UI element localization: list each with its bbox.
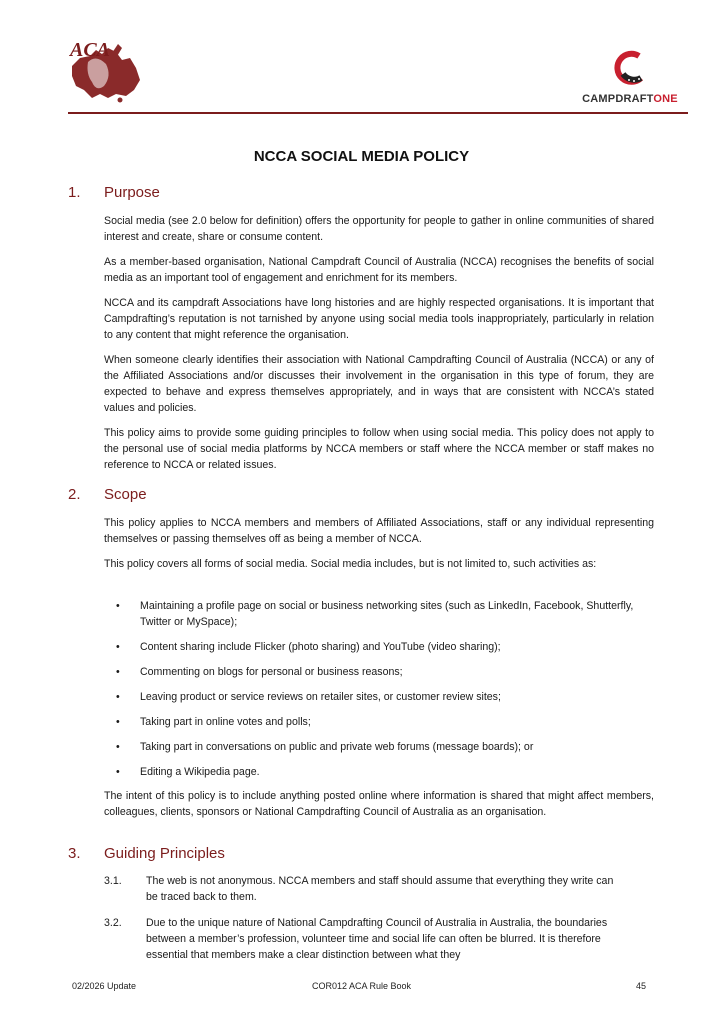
list-item: • Taking part in conversations on public and private web forums (message boards); or <box>116 741 534 753</box>
paragraph: Social media (see 2.0 below for definition) offers the opportunity for people to gather in online communities of shared interest and create, share or consume content. <box>104 215 654 243</box>
paragraph: When someone clearly identifies their association with National Campdrafting Council of Australia (NCCA) or any of the Affiliated Associations and/or discusses their involvement in the organisation in this type of forum, they are expected to behave and express themselves appropriately, and in ways that are consistent with NCCA’s stated values and policies. <box>104 354 654 414</box>
bullet-icon: • <box>116 766 120 778</box>
bullet-icon: • <box>116 641 120 653</box>
bullet-icon: • <box>116 716 120 728</box>
list-item: • Commenting on blogs for personal or business reasons; <box>116 666 403 678</box>
footer-date: 02/2026 Update <box>72 981 137 991</box>
paragraph: This policy applies to NCCA members and members of Affiliated Associations, staff or any individual representing themselves or passing themselves off as being a member of NCCA. <box>104 517 654 545</box>
bullet-icon: • <box>116 600 120 612</box>
campdraftone-logo <box>580 50 680 110</box>
section-heading-purpose: 1. Purpose <box>68 184 160 201</box>
footer-document-name: COR012 ACA Rule Book <box>311 981 412 991</box>
section-heading-scope: 2. Scope <box>68 486 147 503</box>
aca-logo <box>66 36 146 106</box>
list-item: • Maintaining a profile page on social or business networking sites (such as LinkedIn, Facebook, Shutterfly, Twitter or MySpace); <box>116 600 634 628</box>
paragraph: This policy aims to provide some guiding principles to follow when using social media. This policy does not apply to the personal use of social media platforms by NCCA members or staff where the NCCA member or staff makes no reference to NCCA or related issues. <box>104 427 654 471</box>
page-number: 45 <box>636 981 647 991</box>
paragraph: As a member-based organisation, National Campdraft Council of Australia (NCCA) recognises the benefits of social media as an important tool of engagement and enrichment for its members. <box>104 256 654 284</box>
campdraftone-wordmark: CAMPDRAFTONE <box>582 93 678 105</box>
list-item: • Editing a Wikipedia page. <box>116 766 260 778</box>
paragraph: This policy covers all forms of social media. Social media includes, but is not limited to, such activities as: <box>104 558 597 570</box>
social-media-activities-list <box>116 598 656 789</box>
principle-item: 3.2. Due to the unique nature of National Campdrafting Council of Australia in Australia, the boundaries between a member’s profession, volunteer time and social life can often be blurred. It is therefore essential that members make a clear distinction between what they <box>104 917 608 961</box>
paragraph: NCCA and its campdraft Associations have long histories and are highly respected organisations. It is important that Campdrafting’s reputation is not tarnished by anyone using social media tools inappropriately, particularly in relation to any content that might reference the organisation. <box>104 297 654 341</box>
header-rule <box>68 112 688 114</box>
list-item: • Leaving product or service reviews on retailer sites, or customer review sites; <box>116 691 501 703</box>
bullet-icon: • <box>116 741 120 753</box>
campdraft-c-horseshoe-icon <box>613 50 647 86</box>
list-item: • Content sharing include Flicker (photo sharing) and YouTube (video sharing); <box>116 641 501 653</box>
section-heading-guiding-principles: 3. Guiding Principles <box>68 845 225 862</box>
svg-text:ACA: ACA <box>70 39 111 61</box>
bullet-icon: • <box>116 666 120 678</box>
principle-item: 3.1. The web is not anonymous. NCCA members and staff should assume that everything they write can be traced back to them. <box>104 875 614 903</box>
bullet-icon: • <box>116 691 120 703</box>
paragraph: The intent of this policy is to include anything posted online where information is shared that might affect members, colleagues, clients, sponsors or National Campdrafting Council of Australia as an organisation. <box>104 790 654 818</box>
list-item: • Taking part in online votes and polls; <box>116 716 311 728</box>
aca-australia-horse-logo-icon <box>66 36 146 108</box>
document-title: NCCA SOCIAL MEDIA POLICY <box>253 148 470 165</box>
